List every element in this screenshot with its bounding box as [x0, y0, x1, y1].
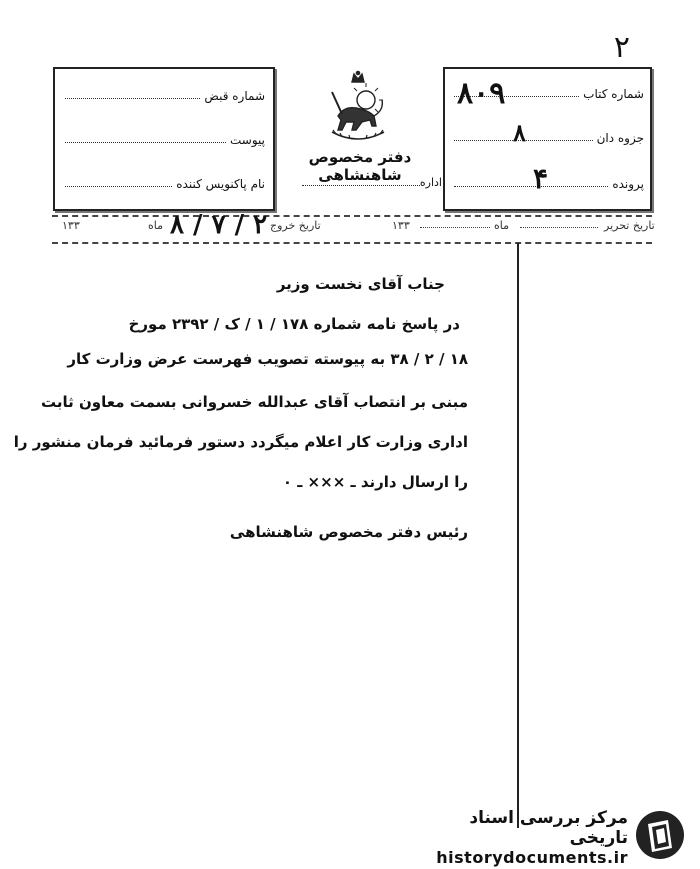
margin-column-line — [517, 243, 519, 828]
watermark-site: historydocuments.ir — [436, 848, 628, 867]
copyist-name-field — [65, 177, 265, 191]
lion-and-sun-emblem-icon — [322, 70, 394, 146]
exit-date-label: تاریخ خروج — [270, 219, 321, 232]
body-line-5: را ارسال دارند ـ ××× ـ ۰ — [282, 473, 468, 491]
body-line-4: اداری وزارت کار اعلام میگردد دستور فرمائید فرمان منشور را — [13, 433, 468, 451]
dossier-value: ۴ — [533, 162, 549, 195]
month-label: ماه — [494, 219, 510, 232]
folder-field — [454, 131, 644, 145]
watermark-text — [418, 808, 628, 867]
divider-bottom — [52, 242, 652, 244]
department-field — [302, 176, 442, 189]
writing-date-label: تاریخ تحریر — [604, 219, 655, 232]
year-prefix-right: ۱۳۳ — [392, 219, 410, 232]
right-info-box — [443, 67, 652, 211]
book-number-label: شماره کتاب — [583, 87, 644, 101]
receipt-number-label: شماره قبض — [204, 89, 265, 103]
dossier-field — [454, 177, 644, 191]
attachment-field — [65, 133, 265, 147]
dossier-label: پرونده — [612, 177, 644, 191]
department-label: اداره — [419, 176, 442, 189]
receipt-number-field — [65, 89, 265, 103]
folder-value: ٨ — [513, 118, 526, 147]
exit-month-label: ماه — [148, 219, 164, 232]
watermark-org-name: مرکز بررسی اسناد تاریخی — [469, 808, 628, 848]
body-line-2: ۱۸ / ۲ / ۳۸ به پیوسته تصویب فهرست عرض وزارت کار — [67, 350, 468, 368]
body-line-3: مبنی بر انتصاب آقای عبدالله خسروانی بسمت معاون ثابت — [40, 393, 468, 411]
signature-line: رئیس دفتر مخصوص شاهنشاهی — [229, 523, 468, 541]
copyist-name-label: نام پاکنویس کننده — [176, 177, 265, 191]
book-number-value: ٨٠٩ — [457, 76, 506, 111]
exit-year-prefix: ۱۳۳ — [62, 219, 80, 232]
exit-date-handwritten: ٢ / ٧ / ٨ — [170, 210, 268, 240]
office-title: دفتر مخصوص شاهنشاهی — [308, 148, 412, 184]
body-line-1: در پاسخ نامه شماره ۱۷۸ / ۱ / ک / ۲۳۹۲ مورخ — [128, 315, 460, 333]
divider-top — [52, 215, 652, 217]
page-number: ٢ — [613, 30, 630, 65]
history-documents-logo-icon — [634, 808, 686, 862]
folder-label: جزوه دان — [596, 131, 644, 145]
left-info-box — [53, 67, 275, 211]
attachment-label: پیوست — [230, 133, 265, 147]
salutation: جناب آقای نخست وزیر — [276, 275, 445, 293]
